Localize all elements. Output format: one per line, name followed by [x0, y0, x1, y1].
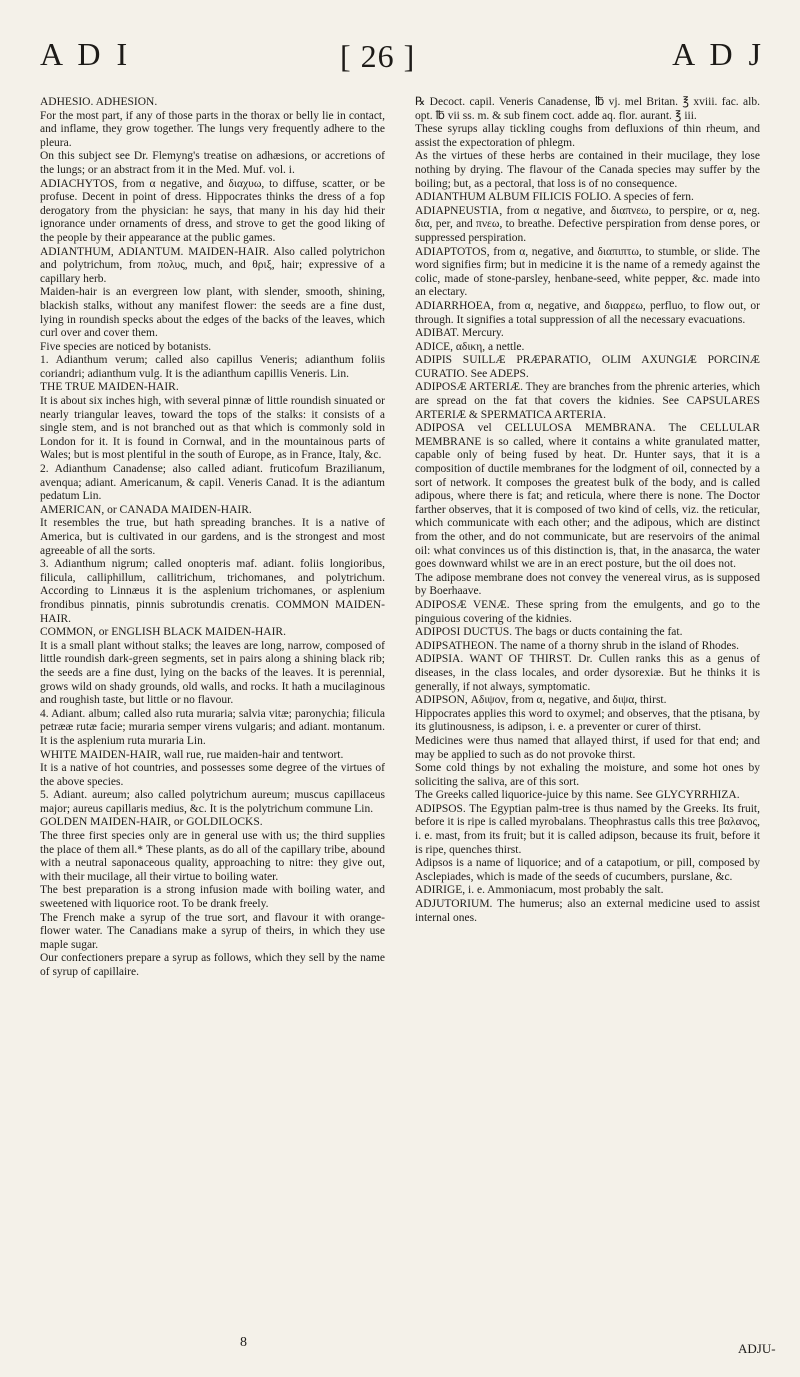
running-head-right: A D J	[672, 36, 765, 72]
paragraph: The Greeks called liquorice-juice by this name. See GLYCYRRHIZA.	[415, 789, 740, 802]
paragraph: It is about six inches high, with several pinnæ of little roundish sinuated or nearly triangular leaves, toward the tops of the stalks: it consists of a single stem, and is not branched out as that which is commonly sold in London for it. It is found in Cornwal, and in the mountainous parts of Wales; but is most plentiful in the south of Europe, as in France, Italy, &c.	[40, 395, 385, 462]
paragraph: ADIPIS SUILLÆ PRÆPARATIO, OLIM AXUNGIÆ PORCINÆ CURATIO. See ADEPS.	[415, 354, 760, 380]
paragraph: 3. Adianthum nigrum; called onopteris maf. adiant. foliis longioribus, filicula, calliphillum, callitrichum, trichomanes, and polytrichum. According to Linnæus it is the asplenium trichomanes, or asplenium frondibus pinnatis, pinnis subrotundis crenatis. COMMON MAIDEN-HAIR.	[40, 558, 385, 625]
paragraph: AMERICAN, or CANADA MAIDEN-HAIR.	[40, 503, 252, 516]
paragraph: GOLDEN MAIDEN-HAIR, or GOLDILOCKS.	[40, 816, 263, 829]
paragraph: ℞ Decoct. capil. Veneris Canadense, ℔ vj. mel Britan. ℥ xviii. fac. alb. opt. ℔ vii ss. m. & sub finem coct. adde aq. flor. aurant. ℥ iii.	[415, 96, 760, 122]
paragraph: Medicines were thus named that allayed thirst, if used for that end; and may be applied to such as do not provoke thirst.	[415, 734, 760, 761]
paragraph: ADIAPNEUSTIA, from α negative, and διαπνεω, to perspire, or α, neg. δια, per, and πνεω, to breathe. Defective perspiration from dense pores, or suppressed perspiration.	[415, 204, 760, 244]
paragraph: Maiden-hair is an evergreen low plant, with slender, smooth, shining, blackish stalks, without any manifest flower: the seeds are a fine dust, lying in roundish specks about the edges of the backs of the leaves, which curl over and cover them.	[40, 286, 385, 340]
paragraph: On this subject see Dr. Flemyng's treatise on adhæsions, or accretions of the lungs; or an abstract from it in the Med. Muf. vol. i.	[40, 150, 385, 176]
paragraph: ADIAPTOTOS, from α, negative, and διαπιπτω, to stumble, or slide. The word signifies firm; but in medicine it is the name of a remedy against the colic, made of stone-parsley, henbane-seed, white pepper, &c. made into an electary.	[415, 245, 760, 299]
paragraph: Five species are noticed by botanists.	[40, 340, 212, 353]
paragraph: It resembles the true, but hath spreading branches. It is a native of America, but is cultivated in our gardens, and is the strongest and most agreeable of all the sorts.	[40, 517, 385, 557]
paragraph: Our confectioners prepare a syrup as follows, which they sell by the name of syrup of capillaire.	[40, 952, 385, 978]
paragraph: It is a native of hot countries, and possesses some degree of the virtues of the above species.	[40, 762, 385, 788]
paragraph: THE TRUE MAIDEN-HAIR.	[40, 381, 179, 394]
paragraph: ADIPOSA vel CELLULOSA MEMBRANA. The CELLULAR MEMBRANE is so called, where it contains a white granulated matter, capable only of being fused by heat. Dr. Hunter says, that it is a composition of ductile membranes for the lodgment of oil, connected by a sort of network. It composes the greatest bulk of the body, and is called adipous, where there is fat; and reticula, where there is none. The Doctor farther observes, that it is composed of two kind of cells, viz. the reticular, which communicate with each other; and the adipous, which are distinct from the other, and do not communicate, but are reservoirs of the animal oil: what convinces us of this distinction is, that, in the anasarca, the water goes downward whilst we are in an erect posture, but the oil does not.	[415, 422, 760, 571]
paragraph: 2. Adianthum Canadense; also called adiant. fruticofum Brazilianum, avenqua; adiant. Americanum, & capil. Veneris Canad. It is the adiantum pedatum Lin.	[40, 463, 385, 503]
paragraph: The best preparation is a strong infusion made with boiling water, and sweetened with liquorice root. To be drank freely.	[40, 884, 385, 911]
paragraph: The French make a syrup of the true sort, and flavour it with orange-flower water. The Canadians make a syrup of theirs, in which they use maple sugar.	[40, 911, 385, 951]
paragraph: ADIARRHOEA, from α, negative, and διαρρεω, perfluo, to flow out, or through. It signifies a total suppression of all the necessary evacuations.	[415, 299, 760, 326]
paragraph: COMMON, or ENGLISH BLACK MAIDEN-HAIR.	[40, 626, 286, 639]
paragraph: ADICE, αδικη, a nettle.	[415, 340, 525, 353]
paragraph: ADIPSOS. The Egyptian palm-tree is thus named by the Greeks. Its fruit, before it is ripe is called myrobalans. Theophrastus calls this tree βαλανος, i. e. mast, from its fruit; but it is called adipson, because its fruit, before it is ripe, quenches thirst.	[415, 802, 760, 856]
paragraph: ADHESIO. ADHESION.	[40, 96, 158, 108]
paragraph: Hippocrates applies this word to oxymel; and observes, that the ptisana, by its glutinousness, is adipson, i. e. a preventer or curer of thirst.	[415, 707, 760, 734]
paragraph: 5. Adiant. aureum; also called polytrichum aureum; muscus capillaceus major; aureus capillaris medius, &c. It is the polytrichum commune Lin.	[40, 789, 385, 815]
paragraph: For the most part, if any of those parts in the thorax or belly lie in contact, and inflame, they grow together. The lungs very frequently adhere to the pleura.	[40, 109, 385, 149]
paragraph: ADIACHYTOS, from α negative, and διαχυω, to diffuse, scatter, or be profuse. Decent in point of dress. Hippocrates thinks the dress of a fop derogatory from the physician: he says, that many in his day hid their ignorance under ornaments of dress, and strove to get the good liking of the people by their appearance at the public games.	[40, 177, 385, 244]
right-column	[415, 96, 760, 925]
paragraph: 4. Adiant. album; called also ruta muraria; salvia vitæ; paronychia; filicula petrææ rutæ facie; muraria semper virens vulgaris; and adiant. montanum. It is the asplenium ruta muraria Lin.	[40, 707, 385, 747]
paragraph: ADIBAT. Mercury.	[415, 327, 504, 340]
paragraph: ADJUTORIUM. The humerus; also an external medicine used to assist internal ones.	[415, 898, 760, 924]
paragraph: ADIRIGE, i. e. Ammoniacum, most probably the salt.	[415, 884, 664, 897]
paragraph: ADIPOSI DUCTUS. The bags or ducts containing the fat.	[415, 626, 683, 639]
paragraph: ADIPSIA. WANT OF THIRST. Dr. Cullen ranks this as a genus of diseases, in the class locales, and order dysorexiæ. But he thinks it is generally, if not always, symptomatic.	[415, 653, 760, 693]
signature-mark: 8	[240, 1335, 247, 1350]
paragraph: Some cold things by not exhaling the moisture, and some hot ones by soliciting the saliva, are of this sort.	[415, 762, 760, 788]
paragraph: ADIPOSÆ VENÆ. These spring from the emulgents, and go to the pinguious covering of the kidnies.	[415, 598, 760, 625]
paragraph: ADIANTHUM, ADIANTUM. MAIDEN-HAIR. Also called polytrichon and polytrichum, from πολυς, much, and θριξ, hair; expressive of a capillary herb.	[40, 245, 385, 285]
paragraph: 1. Adianthum verum; called also capillus Veneris; adianthum foliis coriandri; adianthum vulg. It is the adianthum capillis Veneris. Lin.	[40, 354, 385, 380]
paragraph: As the virtues of these herbs are contained in their mucilage, they lose nothing by drying. The flavour of the Canada species may suffer by the boiling; but, as a pectoral, that loss is of no consequence.	[415, 150, 760, 190]
paragraph: ADIPSON, Αδιψον, from α, negative, and διψα, thirst.	[415, 694, 667, 707]
paragraph: These syrups allay tickling coughs from defluxions of thin rheum, and assist the expectoration of phlegm.	[415, 123, 760, 149]
paragraph: WHITE MAIDEN-HAIR, wall rue, rue maiden-hair and tentwort.	[40, 748, 344, 761]
paragraph: ADIPOSÆ ARTERIÆ. They are branches from the phrenic arteries, which are spread on the fat that covers the kidnies. See CAPSULARES ARTERIÆ & SPERMATICA ARTERIA.	[415, 381, 760, 421]
catchword: ADJU-	[738, 1341, 776, 1356]
running-head-left: A D I	[40, 36, 132, 72]
paragraph: The three first species only are in general use with us; the third supplies the place of them all.* These plants, as do all of the capillary tribe, abound with a neutral saponaceous quality, approaching to nitre: they give out, with their mucilage, all their virtue to boiling water.	[40, 830, 385, 883]
page-number: [ 26 ]	[340, 38, 416, 74]
paragraph: The adipose membrane does not convey the venereal virus, as is supposed by Boerhaave.	[415, 571, 760, 598]
paragraph: It is a small plant without stalks; the leaves are long, narrow, composed of little roundish dark-green segments, set in pairs along a shining black rib; the seeds are a fine dust, lying on the backs of the leaves. It is perennial, grows wild on shady grounds, old walls, and rocks. It hath a mucilaginous and roughish taste, but little or no flavour.	[40, 639, 385, 707]
running-head	[40, 30, 765, 80]
left-column	[40, 96, 385, 980]
paragraph: ADIANTHUM ALBUM FILICIS FOLIO. A species of fern.	[415, 191, 694, 204]
paragraph: Adipsos is a name of liquorice; and of a catapotium, or pill, composed by Asclepiades, which is made of the seeds of cucumbers, purslane, &c.	[415, 857, 760, 883]
paragraph: ADIPSATHEON. The name of a thorny shrub in the island of Rhodes.	[415, 639, 739, 652]
